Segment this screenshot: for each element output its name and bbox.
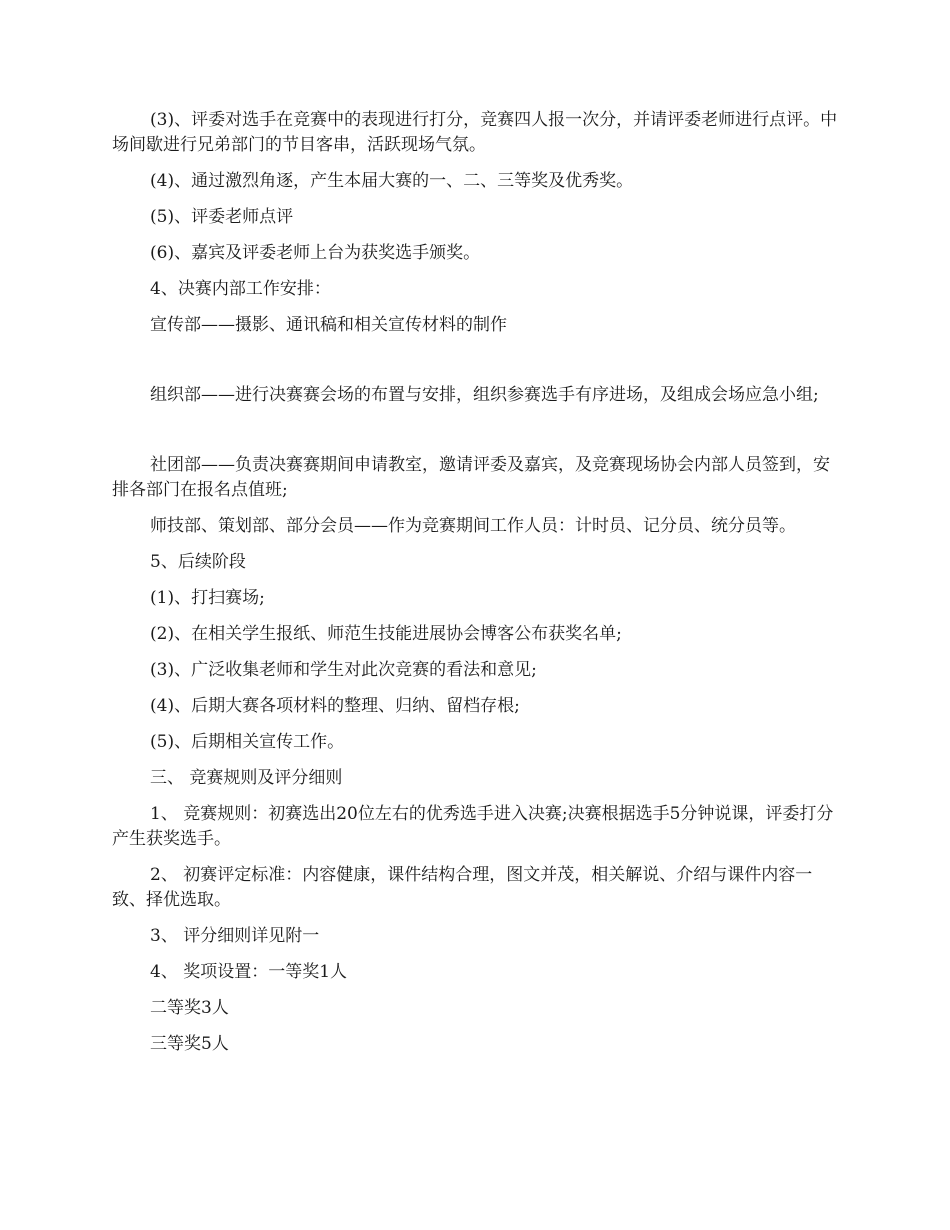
paragraph-judge-comments: (5)、评委老师点评 (150, 207, 294, 227)
list-item-collect-feedback: (3)、广泛收集老师和学生对此次竞赛的看法和意见; (150, 660, 537, 680)
paragraph-award-settings: 4、 奖项设置：一等奖1人 (150, 962, 348, 982)
list-item-archive-materials: (4)、后期大赛各项材料的整理、归纳、留档存根; (150, 696, 520, 716)
paragraph-award-ceremony: (6)、嘉宾及评委老师上台为获奖选手颁奖。 (150, 243, 481, 263)
paragraph-preliminary-criteria: 2、 初赛评定标准：内容健康，课件结构合理，图文并茂，相关解说、介绍与课件内容一致、择优选取。 (112, 865, 813, 910)
paragraph-second-prize: 二等奖3人 (150, 998, 229, 1018)
paragraph-scoring-details: 3、 评分细则详见附一 (150, 926, 320, 946)
document-body (112, 108, 842, 1068)
list-item-publish-winners: (2)、在相关学生报纸、师范生技能进展协会博客公布获奖名单; (150, 624, 622, 644)
heading-rules-and-scoring: 三、 竞赛规则及评分细则 (150, 768, 343, 788)
paragraph-awards-produced: (4)、通过激烈角逐，产生本届大赛的一、二、三等奖及优秀奖。 (150, 171, 634, 191)
heading-final-internal-arrangement: 4、决赛内部工作安排： (150, 279, 331, 299)
list-item-clean-venue: (1)、打扫赛场; (150, 588, 265, 608)
list-item-publicity-work: (5)、后期相关宣传工作。 (150, 732, 345, 752)
paragraph-competition-rules: 1、 竞赛规则：初赛选出20位左右的优秀选手进入决赛;决赛根据选手5分钟说课，评委打分产生获奖选手。 (112, 804, 834, 849)
paragraph-publicity-dept: 宣传部——摄影、通讯稿和相关宣传材料的制作 (150, 315, 507, 335)
paragraph-third-prize: 三等奖5人 (150, 1034, 229, 1054)
paragraph-scoring-process: (3)、评委对选手在竞赛中的表现进行打分，竞赛四人报一次分，并请评委老师进行点评。中场间歇进行兄弟部门的节目客串，活跃现场气氛。 (112, 110, 838, 155)
paragraph-club-dept: 社团部——负责决赛赛期间申请教室，邀请评委及嘉宾，及竞赛现场协会内部人员签到，安排各部门在报名点值班; (112, 455, 830, 500)
paragraph-staff-members: 师技部、策划部、部分会员——作为竞赛期间工作人员：计时员、记分员、统分员等。 (150, 516, 796, 536)
paragraph-organization-dept: 组织部——进行决赛赛会场的布置与安排，组织参赛选手有序进场，及组成会场应急小组; (150, 385, 819, 405)
heading-follow-up-stage: 5、后续阶段 (150, 552, 246, 572)
